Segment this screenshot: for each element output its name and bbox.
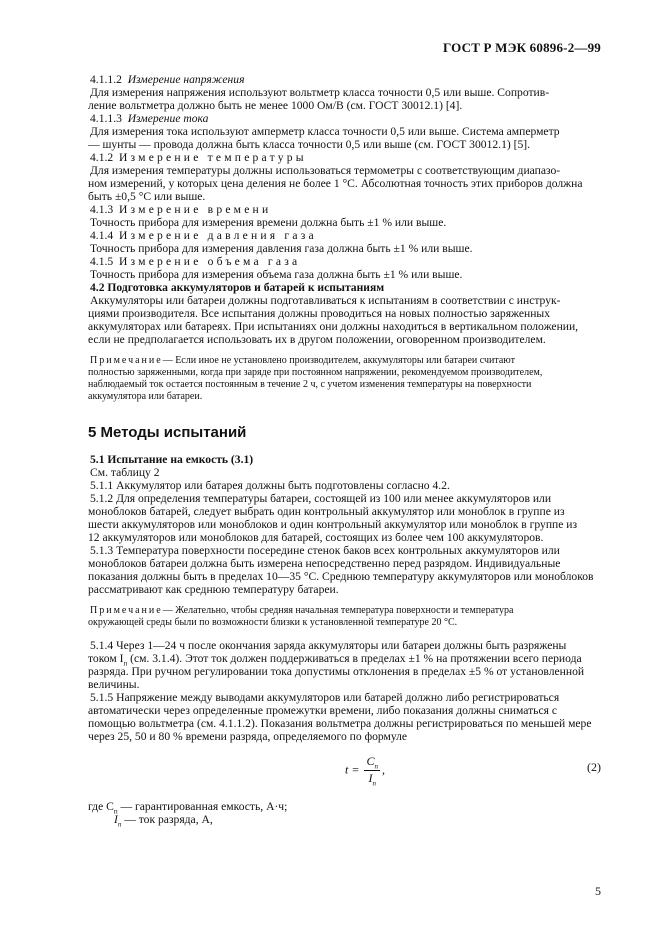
text-line: рассматривают как среднюю температуру батареи.	[88, 583, 339, 596]
text-line: Точность прибора для измерения времени должна быть ±1 % или выше.	[90, 216, 447, 229]
text-line: быть ±0,5 °С или выше.	[88, 190, 206, 203]
text-line: аккумуляторах или батареях. При испытаниях они должны находиться в вертикальном положении,	[88, 320, 579, 333]
text-line: автоматически через определенные промежутки времени, либо показания должны сниматься с	[88, 704, 557, 717]
clause-4-1-2: 4.1.2 Измерение температуры	[90, 151, 307, 164]
clause-4-1-1-2: 4.1.1.2 Измерение напряжения	[90, 73, 245, 86]
text-line: шести аккумуляторов или моноблоков и один контрольный аккумулятор или моноблок в группе из	[88, 518, 578, 531]
note-2-line: окружающей среды были по возможности близки к установленной температуре 20 °С.	[88, 617, 458, 628]
text-line: величины.	[88, 678, 140, 691]
clause-4-1-1-3: 4.1.1.3 Измерение тока	[90, 112, 209, 125]
text-line: через 25, 50 и 80 % времени разряда, определяемого по формуле	[88, 730, 408, 743]
text-line: 5.1.1 Аккумулятор или батарея должны быть подготовлены согласно 4.2.	[90, 479, 450, 492]
clause-4-1-4: 4.1.4 Измерение давления газа	[90, 229, 317, 242]
text-line: моноблоков батареи должна быть измерена непосредственно перед разрядом. Индивидуальные	[88, 557, 561, 570]
note-1-line: наблюдаемый ток остается постоянным в течение 2 ч, с учетом изменения температуры на поверхности	[88, 379, 532, 390]
text-line: Точность прибора для измерения давления газа должна быть ±1 % или выше.	[90, 242, 473, 255]
text-line: Для измерения тока используют амперметр класса точности 0,5 или выше. Система амперметр	[90, 125, 560, 138]
text-line: См. таблицу 2	[90, 466, 160, 479]
text-line: моноблоков батарей, следует выбрать один контрольный аккумулятор или моноблок в группе из	[88, 505, 565, 518]
text-line: 5.1.3 Температура поверхности посередине стенок баков всех контрольных аккумуляторов или	[90, 544, 560, 557]
page-number: 5	[595, 884, 601, 898]
text-line: циями производителя. Все испытания должны проводиться на новых полностью заряженных	[88, 307, 551, 320]
text-line: если не предполагается использовать их в другом положении, оговоренном производителем.	[88, 333, 546, 346]
note-1-line: аккумулятора или батареи.	[88, 391, 203, 402]
text-line: током $I_п$ (см. 3.1.4). Этот ток должен поддерживаться в пределах ±1 % на протяжении всего периода	[88, 652, 582, 668]
note-2-line: Примечание— Желательно, чтобы средняя начальная температура поверхности и температура	[90, 605, 514, 616]
where-line: $I_п$ — ток разряда, А,	[114, 813, 213, 829]
where-line: где $C_п$ — гарантированная емкость, А·ч;	[88, 800, 288, 816]
text-line: Для измерения напряжения используют вольтметр класса точности 0,5 или выше. Сопротив-	[90, 86, 550, 99]
clause-4-1-5: 4.1.5 Измерение объема газа	[90, 255, 301, 268]
text-line: Для измерения температуры должны использоваться термометры с соответствующим диапазо-	[90, 164, 561, 177]
text-line: Аккумуляторы или батареи должны подготавливаться к испытаниям в соответствии с инструк-	[90, 294, 561, 307]
clause-5-1-heading: 5.1 Испытание на емкость (3.1)	[90, 453, 254, 466]
document-body	[90, 0, 600, 936]
page-header: ГОСТ Р МЭК 60896-2—99	[442, 40, 601, 55]
clause-4-2-heading: 4.2 Подготовка аккумуляторов и батарей к испытаниям	[90, 281, 385, 294]
clause-4-1-3: 4.1.3 Измерение времени	[90, 203, 272, 216]
equation-number: (2)	[587, 760, 601, 774]
text-line: помощью вольтметра (см. 4.1.1.2). Показания вольтметра должны регистрироваться по меньшей мере	[88, 717, 592, 730]
text-line: Точность прибора для измерения объема газа должна быть ±1 % или выше.	[90, 268, 463, 281]
text-line: 5.1.5 Напряжение между выводами аккумуляторов или батарей должно либо регистрироваться	[90, 691, 560, 704]
text-line: 5.1.2 Для определения температуры батареи, состоящей из 100 или менее аккумуляторов или	[90, 492, 552, 505]
text-line: ление вольтметра должно быть не менее 1000 Ом/В (см. ГОСТ 30012.1) [4].	[88, 99, 463, 112]
section-5-title: 5 Методы испытаний	[88, 424, 247, 441]
note-1-line: полностью заряженными, когда при заряде при постоянном напряжении, рекомендуемом производителем,	[88, 367, 543, 378]
text-line: 5.1.4 Через 1—24 ч после окончания заряда аккумуляторы или батареи должны быть разряжены	[90, 639, 567, 652]
text-line: — шунты — провода должна быть класса точности 0,5 или выше (см. ГОСТ 30012.1) [5].	[88, 138, 531, 151]
text-line: разряда. При ручном регулировании тока допустимы отклонения в пределах ±5 % от установленной	[88, 665, 585, 678]
text-line: показания должны быть в пределах 10—35 °С. Среднюю температуру аккумуляторов или моноблоков	[88, 570, 594, 583]
text-line: 12 аккумуляторов или моноблоков для батарей, состоящих из более чем 100 аккумуляторов.	[88, 531, 544, 544]
note-1-line: Примечание— Если иное не установлено производителем, аккумуляторы или батареи считают	[90, 355, 516, 366]
formula-2: t = $\frac{C_п}{I_п}$ ,	[345, 754, 385, 788]
text-line: ном измерений, у которых цена деления не более 1 °С. Абсолютная точность этих приборов должна	[88, 177, 583, 190]
